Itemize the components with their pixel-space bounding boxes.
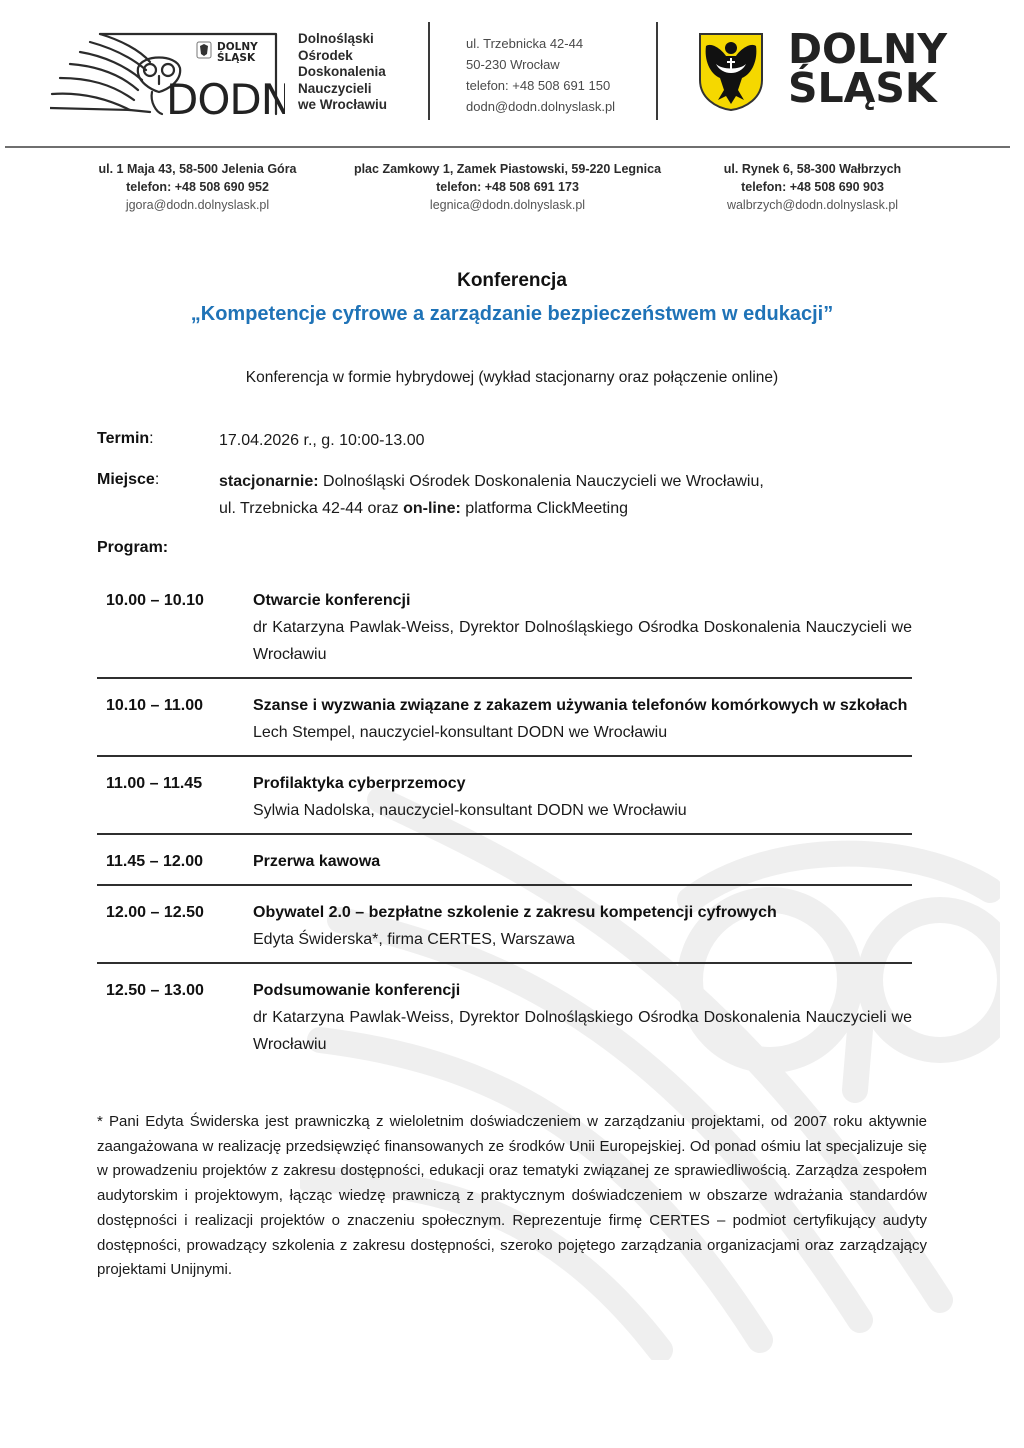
program-speaker: Edyta Świderska*, firma CERTES, Warszawa <box>253 931 575 948</box>
branch-walbrzych <box>690 160 935 214</box>
branch-email[interactable]: jgora@dodn.dolnyslask.pl <box>125 198 270 212</box>
program-title: Obywatel 2.0 – bezpłatne szkolenie z zakresu kompetencji cyfrowych <box>253 904 777 921</box>
program-time: 10.10 – 11.00 <box>106 697 203 714</box>
institution-name-line: Ośrodek <box>298 47 353 63</box>
term-label: Termin: <box>97 430 154 447</box>
program-row <box>97 768 912 835</box>
header-rule <box>5 146 1010 148</box>
branch-phone: telefon: +48 508 690 903 <box>741 180 884 194</box>
program-speaker: Lech Stempel, nauczyciel-konsultant DODN we Wrocławiu <box>253 724 668 741</box>
program-title: Otwarcie konferencji <box>253 592 411 609</box>
program-speaker: dr Katarzyna Pawlak-Weiss, Dyrektor Dolnośląskiego Ośrodka Doskonalenia Nauczycieli we Wrocławiu <box>253 1009 912 1053</box>
dodn-book-owl-icon <box>50 28 285 118</box>
institution-name-line: Dolnośląski <box>298 31 374 46</box>
program-title: Profilaktyka cyberprzemocy <box>253 775 466 792</box>
dolny-slask-logo <box>788 25 948 112</box>
program-title: Przerwa kawowa <box>253 853 381 870</box>
program-speaker: Sylwia Nadolska, nauczyciel-konsultant DODN we Wrocławiu <box>253 802 687 819</box>
program-row <box>97 897 912 964</box>
program-row <box>97 690 912 757</box>
program-time: 12.00 – 12.50 <box>106 904 204 921</box>
hq-contact <box>466 33 615 117</box>
place-online: ul. Trzebnicka 42-44 oraz on-line: platforma ClickMeeting <box>219 500 629 517</box>
conference-format: Konferencja w formie hybrydowej (wykład stacjonarny oraz połączenie online) <box>245 369 779 386</box>
branch-legnica <box>335 160 680 214</box>
branch-phone: telefon: +48 508 690 952 <box>126 180 269 194</box>
term-value: 17.04.2026 r., g. 10:00-13.00 <box>219 432 425 449</box>
header-divider <box>428 22 430 120</box>
institution-name-line: Nauczycieli <box>298 80 372 96</box>
speaker-footnote: * Pani Edyta Świderska jest prawniczką z wieloletnim doświadczeniem w zarządzaniu projektami, od 2007 roku aktywnie zaangażowana w realizację przedsięwzięć finansowanych ze środków Unii Europejskiej. Od ponad ośmiu lat specjalizuje się w prowadzeniu projektów z zakresu dostępności, edukacji oraz tematyki związanej ze sprawiedliwością. Zarządza zespołem audytorskim i projektowym, łącząc wiedzę prawniczą z praktycznym doświadczeniem w obszarze wdrażania standardów dostępności i realizacji projektów o znaczeniu społecznym. Reprezentuje firmę CERTES – podmiot certyfikujący audyty dostępności, prowadzący szkolenia z zakresu dostępności, szeroko pojętego zarządzania organizacjami oraz zarządzający projektami Unijnymi. <box>97 1113 927 1279</box>
branch-email[interactable]: walbrzych@dodn.dolnyslask.pl <box>726 198 899 212</box>
branch-jelenia-gora <box>60 160 335 214</box>
program-title: Podsumowanie konferencji <box>253 982 461 999</box>
program-row <box>97 585 912 679</box>
branch-offices <box>0 160 1024 220</box>
region-logo-line2: ŚLĄSK <box>788 64 937 112</box>
program-time: 11.00 – 11.45 <box>106 775 203 792</box>
program-time: 12.50 – 13.00 <box>106 982 204 999</box>
branch-address: ul. 1 Maja 43, 58-500 Jelenia Góra <box>98 162 297 176</box>
region-logo-line1: DOLNY <box>788 25 948 73</box>
program-time: 10.00 – 10.10 <box>106 592 204 609</box>
program-row <box>97 975 912 1067</box>
program-speaker: dr Katarzyna Pawlak-Weiss, Dyrektor Dolnośląskiego Ośrodka Doskonalenia Nauczycieli we Wrocławiu <box>253 619 912 663</box>
institution-name <box>298 31 418 114</box>
hq-street: ul. Trzebnicka 42-44 <box>466 36 584 51</box>
document-heading: Konferencja <box>457 270 567 291</box>
hq-email[interactable]: dodn@dodn.dolnyslask.pl <box>466 99 616 114</box>
place-value <box>219 468 764 522</box>
program-row <box>97 846 912 886</box>
program-table <box>97 585 912 1078</box>
program-label: Program: <box>97 539 169 556</box>
svg-text:ŚLĄSK: ŚLĄSK <box>217 52 256 64</box>
lower-silesia-coat-of-arms-icon <box>698 32 764 112</box>
institution-name-line: Doskonalenia <box>298 64 386 79</box>
hq-phone: telefon: +48 508 691 150 <box>466 78 611 93</box>
branch-address: ul. Rynek 6, 58-300 Wałbrzych <box>723 162 902 176</box>
place-label: Miejsce: <box>97 471 160 488</box>
dodn-logo <box>50 28 285 118</box>
hq-city: 50-230 Wrocław <box>466 57 560 72</box>
branch-phone: telefon: +48 508 691 173 <box>436 180 579 194</box>
header-divider <box>656 22 658 120</box>
conference-title: „Kompetencje cyfrowe a zarządzanie bezpieczeństwem w edukacji” <box>190 303 834 325</box>
svg-text:DOLNY: DOLNY <box>217 41 258 53</box>
program-title: Szanse i wyzwania związane z zakazem używania telefonów komórkowych w szkołach <box>253 697 908 714</box>
branch-address: plac Zamkowy 1, Zamek Piastowski, 59-220 Legnica <box>353 162 662 176</box>
branch-email[interactable]: legnica@dodn.dolnyslask.pl <box>429 198 586 212</box>
place-onsite: stacjonarnie: Dolnośląski Ośrodek Doskonalenia Nauczycieli we Wrocławiu, <box>219 473 764 490</box>
program-time: 11.45 – 12.00 <box>106 853 203 870</box>
svg-text:DODN: DODN <box>166 75 285 118</box>
institution-name-line: we Wrocławiu <box>298 97 388 112</box>
